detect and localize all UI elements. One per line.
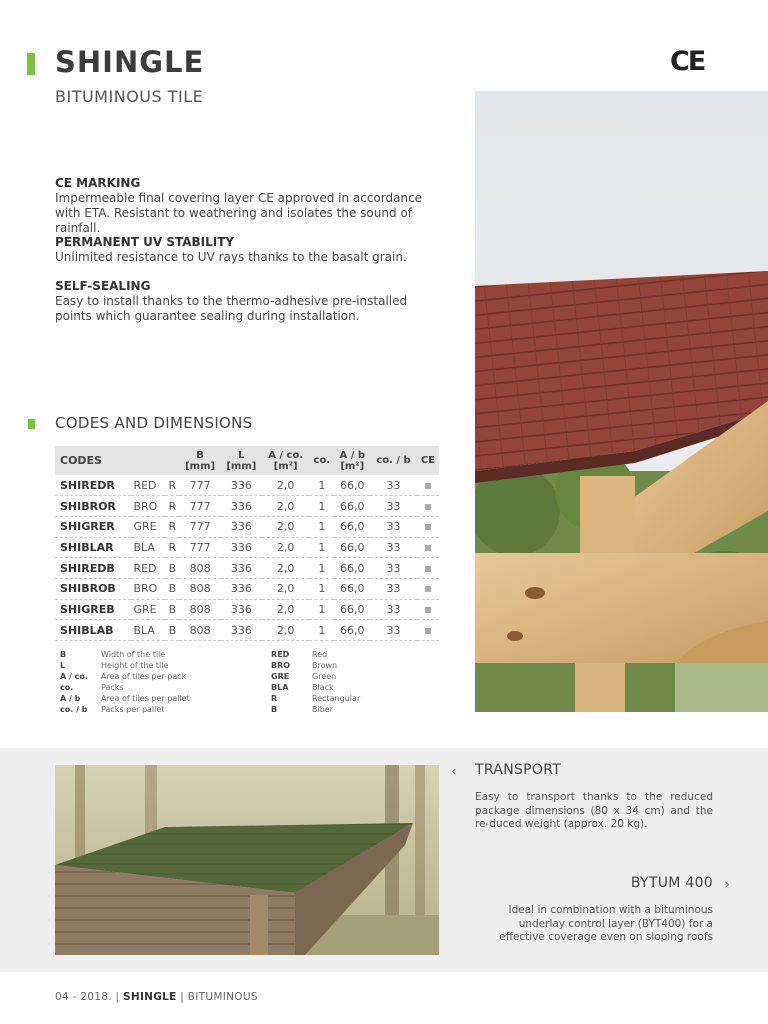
cell-l: 336 [230, 602, 252, 616]
cell-color: GRE [133, 520, 157, 534]
transport-title: TRANSPORT [475, 762, 562, 778]
feature-heading: PERMANENT UV STABILITY [55, 235, 235, 249]
cell-shape: B [168, 582, 177, 596]
legend-key: A / co. [60, 672, 88, 681]
cell-shape: R [168, 499, 177, 513]
ce-square-icon [425, 504, 431, 510]
legend-key: BRO [271, 661, 291, 670]
cell-shape: R [168, 540, 177, 554]
cell-code: SHIGREB [60, 602, 115, 616]
cell-a-b: 66,0 [340, 561, 365, 575]
legend-item [60, 671, 190, 682]
legend-key: B [271, 705, 278, 714]
transport-text: Easy to transport thanks to the reduced package dimensions (80 x 34 cm) and the re-duced weight (approx. 20 kg). [475, 791, 713, 830]
cell-co-b: 33 [386, 499, 401, 513]
ce-square-icon [425, 628, 431, 634]
footer-category: BITUMINOUS [187, 991, 258, 1003]
roof-photo [475, 91, 768, 712]
legend-item [60, 704, 190, 715]
section-accent-bar [28, 419, 35, 429]
cell-color: RED [133, 561, 157, 575]
legend-item [271, 704, 360, 715]
cell-co: 1 [318, 540, 326, 554]
cell-a-b: 66,0 [340, 540, 365, 554]
bytum-text: Ideal in combination with a bituminous underlay control layer (BYT400) for a effective coverage even on sloping roofs [499, 904, 713, 943]
legend-key: B [60, 650, 67, 659]
cell-a-b: 66,0 [340, 582, 365, 596]
legend-key: co. [60, 683, 74, 692]
chevron-left-icon[interactable]: ‹ [451, 762, 457, 780]
cell-shape: R [168, 520, 177, 534]
cell-a-co: 2,0 [276, 499, 295, 513]
cell-a-b: 66,0 [340, 623, 365, 637]
table-row [55, 578, 439, 599]
bytum-title: BYTUM 400 [630, 875, 713, 891]
legend-value: Green [312, 672, 337, 681]
cell-a-co: 2,0 [276, 582, 295, 596]
header-co-b: co. / b [376, 455, 411, 466]
header-l: L [mm] [226, 449, 257, 472]
cell-a-co: 2,0 [276, 561, 295, 575]
cell-ce [417, 578, 439, 599]
cell-co-b: 33 [386, 582, 401, 596]
footer-separator: | [180, 991, 185, 1003]
table-row [55, 496, 439, 517]
cell-b: 808 [189, 602, 211, 616]
cell-shape: B [168, 602, 177, 616]
footer [55, 991, 258, 1003]
cell-ce [417, 496, 439, 517]
ce-square-icon [425, 586, 431, 592]
footer-product: SHINGLE [123, 991, 177, 1003]
cell-a-co: 2,0 [276, 540, 295, 554]
table-row [55, 475, 439, 496]
cell-a-b: 66,0 [340, 520, 365, 534]
cell-co: 1 [318, 623, 326, 637]
cell-b: 777 [189, 540, 211, 554]
cell-co: 1 [318, 478, 326, 492]
cell-co: 1 [318, 520, 326, 534]
legend-key: co. / b [60, 705, 88, 714]
cell-b: 808 [189, 623, 211, 637]
cell-color: BRO [133, 582, 158, 596]
cell-ce [417, 558, 439, 579]
legend-value: Height of the tile [101, 661, 169, 670]
cell-co: 1 [318, 602, 326, 616]
header-codes: CODES [60, 454, 102, 467]
cell-b: 808 [189, 582, 211, 596]
cell-shape: B [168, 561, 177, 575]
cell-co: 1 [318, 582, 326, 596]
cell-co-b: 33 [386, 520, 401, 534]
ce-square-icon [425, 607, 431, 613]
cell-a-co: 2,0 [276, 520, 295, 534]
header-a-b: A / b [m²] [339, 449, 366, 472]
legend-item [271, 682, 360, 693]
legend-value: Brown [312, 661, 338, 670]
shed-photo [55, 765, 439, 955]
cell-l: 336 [230, 499, 252, 513]
ce-square-icon [425, 483, 431, 489]
cell-a-b: 66,0 [340, 499, 365, 513]
legend-abbreviations [60, 649, 190, 715]
legend-item [60, 682, 190, 693]
legend-value: Rectangular [312, 694, 361, 703]
header-a-co: A / co. [m²] [268, 449, 304, 472]
footer-date: 04 - 2018. [55, 991, 112, 1003]
table-row [55, 516, 439, 537]
cell-b: 777 [189, 520, 211, 534]
feature-uv-stability [55, 235, 445, 265]
cell-a-b: 66,0 [340, 602, 365, 616]
cell-a-b: 66,0 [340, 478, 365, 492]
cell-b: 777 [189, 478, 211, 492]
legend-item [271, 693, 360, 704]
legend-colors [271, 649, 360, 715]
header-ce: CE [420, 455, 435, 466]
legend-item [271, 649, 360, 660]
cell-ce [417, 620, 439, 641]
cell-co: 1 [318, 499, 326, 513]
chevron-right-icon[interactable]: › [724, 875, 730, 893]
cell-co-b: 33 [386, 478, 401, 492]
header-co: co. [313, 455, 331, 466]
legend-value: Area of tiles per pack [101, 672, 187, 681]
feature-text: Easy to install thanks to the thermo-adhesive pre-installed points which guarantee sealing during installation. [55, 294, 408, 323]
ce-square-icon [425, 524, 431, 530]
cell-ce [417, 475, 439, 496]
ce-square-icon [425, 566, 431, 572]
cell-l: 336 [230, 540, 252, 554]
legend-value: Red [312, 650, 328, 659]
cell-code: SHIGRER [60, 520, 115, 534]
legend-key: GRE [271, 672, 290, 681]
cell-code: SHIBLAR [60, 540, 114, 554]
legend-value: Area of tiles per pallet [101, 694, 190, 703]
section-title: CODES AND DIMENSIONS [55, 414, 253, 432]
legend-value: Packs per pallet [101, 705, 165, 714]
page-subtitle: BITUMINOUS TILE [55, 87, 204, 106]
feature-text: Impermeable final covering layer CE approved in accordance with ETA. Resistant to weathering and isolates the sound of rainfall. [55, 191, 423, 235]
legend-value: Black [312, 683, 334, 692]
cell-ce [417, 537, 439, 558]
cell-color: GRE [133, 602, 157, 616]
cell-co-b: 33 [386, 540, 401, 554]
cell-l: 336 [230, 582, 252, 596]
cell-l: 336 [230, 561, 252, 575]
feature-text: Unlimited resistance to UV rays thanks to the basalt grain. [55, 250, 407, 264]
legend-key: RED [271, 650, 290, 659]
cell-color: RED [133, 478, 157, 492]
ce-mark-icon: CE [670, 46, 705, 77]
cell-co: 1 [318, 561, 326, 575]
legend-value: Packs [101, 683, 124, 692]
feature-self-sealing [55, 279, 445, 324]
cell-a-co: 2,0 [276, 602, 295, 616]
cell-co-b: 33 [386, 561, 401, 575]
cell-co-b: 33 [386, 602, 401, 616]
cell-code: SHIREDR [60, 478, 115, 492]
title-accent-bar [27, 53, 35, 75]
cell-ce [417, 599, 439, 620]
cell-co-b: 33 [386, 623, 401, 637]
cell-code: SHIREDB [60, 561, 115, 575]
page-title: SHINGLE [55, 45, 205, 79]
codes-table [55, 446, 439, 641]
cell-b: 808 [189, 561, 211, 575]
cell-color: BLA [133, 540, 155, 554]
legend-item [271, 671, 360, 682]
legend-key: A / b [60, 694, 81, 703]
table-row [55, 537, 439, 558]
cell-a-co: 2,0 [276, 478, 295, 492]
cell-shape: B [168, 623, 177, 637]
cell-l: 336 [230, 623, 252, 637]
legend-item [60, 693, 190, 704]
cell-l: 336 [230, 478, 252, 492]
cell-color: BLA [133, 623, 155, 637]
cell-a-co: 2,0 [276, 623, 295, 637]
cell-code: SHIBROR [60, 499, 116, 513]
table-row [55, 599, 439, 620]
legend-value: Biber [312, 705, 333, 714]
cell-l: 336 [230, 520, 252, 534]
header-b: B [mm] [185, 449, 216, 472]
feature-heading: SELF-SEALING [55, 279, 151, 293]
table-row [55, 620, 439, 641]
legend-value: Width of the tile [101, 650, 166, 659]
legend-key: L [60, 661, 66, 670]
table-row [55, 558, 439, 579]
legend-item [60, 649, 190, 660]
footer-separator: | [115, 991, 120, 1003]
legend-key: BLA [271, 683, 289, 692]
cell-ce [417, 516, 439, 537]
cell-code: SHIBROB [60, 582, 116, 596]
ce-square-icon [425, 545, 431, 551]
cell-shape: R [168, 478, 177, 492]
feature-heading: CE MARKING [55, 176, 141, 190]
cell-color: BRO [133, 499, 158, 513]
cell-b: 777 [189, 499, 211, 513]
legend-item [60, 660, 190, 671]
cell-code: SHIBLAB [60, 623, 114, 637]
legend-key: R [271, 694, 278, 703]
table-header-row [55, 446, 439, 475]
legend-item [271, 660, 360, 671]
feature-ce-marking [55, 176, 445, 236]
